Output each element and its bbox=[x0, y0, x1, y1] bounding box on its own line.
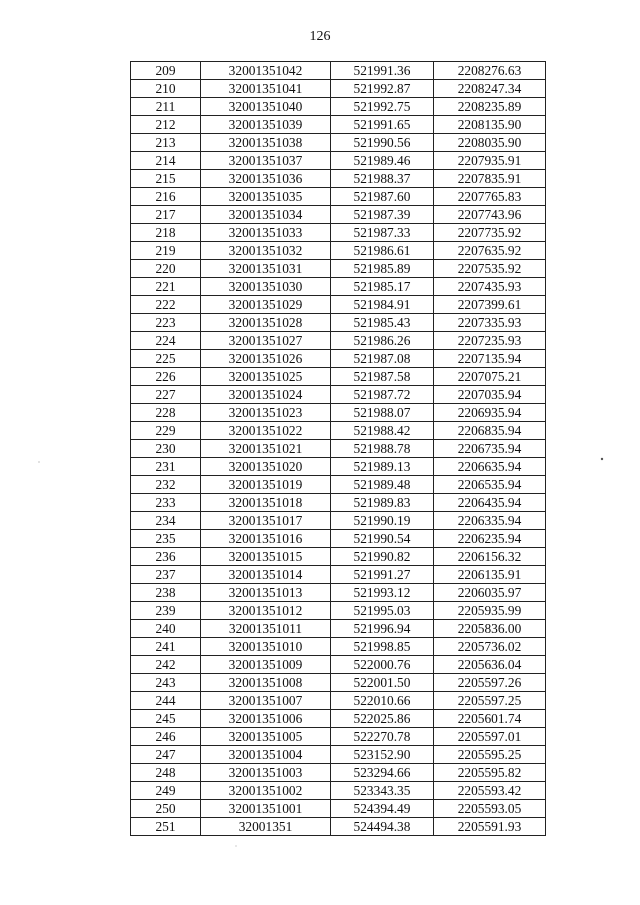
point-id-cell: 32001351033 bbox=[201, 224, 331, 242]
y-coordinate-cell: 2205935.99 bbox=[434, 602, 546, 620]
table-row bbox=[131, 656, 546, 674]
point-id-cell: 32001351022 bbox=[201, 422, 331, 440]
y-coordinate-cell: 2207635.92 bbox=[434, 242, 546, 260]
table-row bbox=[131, 440, 546, 458]
table-row bbox=[131, 278, 546, 296]
y-coordinate-cell: 2206035.97 bbox=[434, 584, 546, 602]
x-coordinate-cell: 521992.87 bbox=[331, 80, 434, 98]
x-coordinate-cell: 521988.37 bbox=[331, 170, 434, 188]
table-row bbox=[131, 818, 546, 836]
table-row bbox=[131, 602, 546, 620]
point-number-cell: 221 bbox=[131, 278, 201, 296]
y-coordinate-cell: 2205593.42 bbox=[434, 782, 546, 800]
y-coordinate-cell: 2206835.94 bbox=[434, 422, 546, 440]
table-row bbox=[131, 62, 546, 80]
point-number-cell: 220 bbox=[131, 260, 201, 278]
y-coordinate-cell: 2205597.26 bbox=[434, 674, 546, 692]
point-id-cell: 32001351006 bbox=[201, 710, 331, 728]
point-number-cell: 216 bbox=[131, 188, 201, 206]
y-coordinate-cell: 2206435.94 bbox=[434, 494, 546, 512]
y-coordinate-cell: 2206235.94 bbox=[434, 530, 546, 548]
x-coordinate-cell: 521989.83 bbox=[331, 494, 434, 512]
point-id-cell: 32001351025 bbox=[201, 368, 331, 386]
point-number-cell: 228 bbox=[131, 404, 201, 422]
x-coordinate-cell: 521989.46 bbox=[331, 152, 434, 170]
y-coordinate-cell: 2206135.91 bbox=[434, 566, 546, 584]
point-number-cell: 226 bbox=[131, 368, 201, 386]
table-row bbox=[131, 692, 546, 710]
point-id-cell: 32001351014 bbox=[201, 566, 331, 584]
x-coordinate-cell: 523294.66 bbox=[331, 764, 434, 782]
x-coordinate-cell: 521989.13 bbox=[331, 458, 434, 476]
point-number-cell: 242 bbox=[131, 656, 201, 674]
table-row bbox=[131, 332, 546, 350]
point-number-cell: 240 bbox=[131, 620, 201, 638]
point-id-cell: 32001351038 bbox=[201, 134, 331, 152]
point-number-cell: 209 bbox=[131, 62, 201, 80]
x-coordinate-cell: 522010.66 bbox=[331, 692, 434, 710]
point-id-cell: 32001351042 bbox=[201, 62, 331, 80]
point-id-cell: 32001351011 bbox=[201, 620, 331, 638]
table-row bbox=[131, 566, 546, 584]
point-id-cell: 32001351039 bbox=[201, 116, 331, 134]
point-number-cell: 222 bbox=[131, 296, 201, 314]
point-number-cell: 248 bbox=[131, 764, 201, 782]
table-row bbox=[131, 116, 546, 134]
x-coordinate-cell: 521987.58 bbox=[331, 368, 434, 386]
table-row bbox=[131, 584, 546, 602]
y-coordinate-cell: 2206635.94 bbox=[434, 458, 546, 476]
point-number-cell: 234 bbox=[131, 512, 201, 530]
x-coordinate-cell: 521990.54 bbox=[331, 530, 434, 548]
point-number-cell: 246 bbox=[131, 728, 201, 746]
point-number-cell: 231 bbox=[131, 458, 201, 476]
point-number-cell: 236 bbox=[131, 548, 201, 566]
point-number-cell: 247 bbox=[131, 746, 201, 764]
table-row bbox=[131, 728, 546, 746]
point-id-cell: 32001351019 bbox=[201, 476, 331, 494]
point-id-cell: 32001351036 bbox=[201, 170, 331, 188]
point-number-cell: 243 bbox=[131, 674, 201, 692]
point-number-cell: 235 bbox=[131, 530, 201, 548]
x-coordinate-cell: 522270.78 bbox=[331, 728, 434, 746]
point-number-cell: 217 bbox=[131, 206, 201, 224]
point-id-cell: 32001351020 bbox=[201, 458, 331, 476]
x-coordinate-cell: 521993.12 bbox=[331, 584, 434, 602]
point-id-cell: 32001351024 bbox=[201, 386, 331, 404]
point-number-cell: 229 bbox=[131, 422, 201, 440]
y-coordinate-cell: 2205591.93 bbox=[434, 818, 546, 836]
table-row bbox=[131, 404, 546, 422]
x-coordinate-cell: 521986.26 bbox=[331, 332, 434, 350]
point-id-cell: 32001351003 bbox=[201, 764, 331, 782]
point-number-cell: 238 bbox=[131, 584, 201, 602]
point-id-cell: 32001351005 bbox=[201, 728, 331, 746]
point-id-cell: 32001351001 bbox=[201, 800, 331, 818]
x-coordinate-cell: 524394.49 bbox=[331, 800, 434, 818]
point-id-cell: 32001351002 bbox=[201, 782, 331, 800]
y-coordinate-cell: 2205836.00 bbox=[434, 620, 546, 638]
point-number-cell: 244 bbox=[131, 692, 201, 710]
point-id-cell: 32001351026 bbox=[201, 350, 331, 368]
x-coordinate-cell: 521988.07 bbox=[331, 404, 434, 422]
x-coordinate-cell: 521991.27 bbox=[331, 566, 434, 584]
point-number-cell: 224 bbox=[131, 332, 201, 350]
y-coordinate-cell: 2206335.94 bbox=[434, 512, 546, 530]
point-number-cell: 213 bbox=[131, 134, 201, 152]
x-coordinate-cell: 521992.75 bbox=[331, 98, 434, 116]
x-coordinate-cell: 521990.82 bbox=[331, 548, 434, 566]
table-row bbox=[131, 134, 546, 152]
point-number-cell: 225 bbox=[131, 350, 201, 368]
table-row bbox=[131, 170, 546, 188]
point-number-cell: 233 bbox=[131, 494, 201, 512]
point-id-cell: 32001351007 bbox=[201, 692, 331, 710]
y-coordinate-cell: 2207835.91 bbox=[434, 170, 546, 188]
y-coordinate-cell: 2208135.90 bbox=[434, 116, 546, 134]
x-coordinate-cell: 521985.43 bbox=[331, 314, 434, 332]
table-row bbox=[131, 188, 546, 206]
x-coordinate-cell: 521987.60 bbox=[331, 188, 434, 206]
point-number-cell: 251 bbox=[131, 818, 201, 836]
y-coordinate-cell: 2206735.94 bbox=[434, 440, 546, 458]
table-row bbox=[131, 638, 546, 656]
point-id-cell: 32001351018 bbox=[201, 494, 331, 512]
table-row bbox=[131, 620, 546, 638]
x-coordinate-cell: 521996.94 bbox=[331, 620, 434, 638]
x-coordinate-cell: 521987.08 bbox=[331, 350, 434, 368]
y-coordinate-cell: 2206156.32 bbox=[434, 548, 546, 566]
x-coordinate-cell: 521986.61 bbox=[331, 242, 434, 260]
x-coordinate-cell: 521987.72 bbox=[331, 386, 434, 404]
x-coordinate-cell: 521987.39 bbox=[331, 206, 434, 224]
point-id-cell: 32001351013 bbox=[201, 584, 331, 602]
point-id-cell: 32001351041 bbox=[201, 80, 331, 98]
y-coordinate-cell: 2208276.63 bbox=[434, 62, 546, 80]
y-coordinate-cell: 2207765.83 bbox=[434, 188, 546, 206]
y-coordinate-cell: 2205593.05 bbox=[434, 800, 546, 818]
table-row bbox=[131, 548, 546, 566]
y-coordinate-cell: 2207735.92 bbox=[434, 224, 546, 242]
y-coordinate-cell: 2207235.93 bbox=[434, 332, 546, 350]
point-number-cell: 230 bbox=[131, 440, 201, 458]
point-number-cell: 237 bbox=[131, 566, 201, 584]
x-coordinate-cell: 521985.89 bbox=[331, 260, 434, 278]
point-number-cell: 215 bbox=[131, 170, 201, 188]
point-id-cell: 32001351008 bbox=[201, 674, 331, 692]
point-id-cell: 32001351027 bbox=[201, 332, 331, 350]
y-coordinate-cell: 2205595.25 bbox=[434, 746, 546, 764]
point-number-cell: 219 bbox=[131, 242, 201, 260]
point-id-cell: 32001351009 bbox=[201, 656, 331, 674]
coordinates-table-body bbox=[131, 62, 546, 836]
table-row bbox=[131, 368, 546, 386]
y-coordinate-cell: 2207743.96 bbox=[434, 206, 546, 224]
y-coordinate-cell: 2206935.94 bbox=[434, 404, 546, 422]
point-id-cell: 32001351028 bbox=[201, 314, 331, 332]
x-coordinate-cell: 524494.38 bbox=[331, 818, 434, 836]
table-row bbox=[131, 674, 546, 692]
point-id-cell: 32001351040 bbox=[201, 98, 331, 116]
y-coordinate-cell: 2208235.89 bbox=[434, 98, 546, 116]
y-coordinate-cell: 2207075.21 bbox=[434, 368, 546, 386]
y-coordinate-cell: 2205601.74 bbox=[434, 710, 546, 728]
x-coordinate-cell: 522000.76 bbox=[331, 656, 434, 674]
x-coordinate-cell: 521989.48 bbox=[331, 476, 434, 494]
point-id-cell: 32001351034 bbox=[201, 206, 331, 224]
table-row bbox=[131, 422, 546, 440]
y-coordinate-cell: 2205597.01 bbox=[434, 728, 546, 746]
y-coordinate-cell: 2205597.25 bbox=[434, 692, 546, 710]
page-number: 126 bbox=[309, 29, 331, 44]
table-row bbox=[131, 80, 546, 98]
x-coordinate-cell: 522001.50 bbox=[331, 674, 434, 692]
point-id-cell: 32001351031 bbox=[201, 260, 331, 278]
y-coordinate-cell: 2206535.94 bbox=[434, 476, 546, 494]
point-number-cell: 232 bbox=[131, 476, 201, 494]
x-coordinate-cell: 521990.19 bbox=[331, 512, 434, 530]
point-number-cell: 211 bbox=[131, 98, 201, 116]
table-row bbox=[131, 206, 546, 224]
point-id-cell: 32001351023 bbox=[201, 404, 331, 422]
point-id-cell: 32001351021 bbox=[201, 440, 331, 458]
point-number-cell: 241 bbox=[131, 638, 201, 656]
table-row bbox=[131, 350, 546, 368]
x-coordinate-cell: 521988.42 bbox=[331, 422, 434, 440]
point-number-cell: 245 bbox=[131, 710, 201, 728]
x-coordinate-cell: 523152.90 bbox=[331, 746, 434, 764]
table-row bbox=[131, 782, 546, 800]
table-row bbox=[131, 710, 546, 728]
y-coordinate-cell: 2205736.02 bbox=[434, 638, 546, 656]
point-number-cell: 227 bbox=[131, 386, 201, 404]
y-coordinate-cell: 2208035.90 bbox=[434, 134, 546, 152]
table-row bbox=[131, 494, 546, 512]
table-row bbox=[131, 386, 546, 404]
point-id-cell: 32001351017 bbox=[201, 512, 331, 530]
point-id-cell: 32001351016 bbox=[201, 530, 331, 548]
point-id-cell: 32001351037 bbox=[201, 152, 331, 170]
point-id-cell: 32001351010 bbox=[201, 638, 331, 656]
y-coordinate-cell: 2207335.93 bbox=[434, 314, 546, 332]
table-row bbox=[131, 530, 546, 548]
point-id-cell: 32001351004 bbox=[201, 746, 331, 764]
table-row bbox=[131, 476, 546, 494]
table-row bbox=[131, 242, 546, 260]
point-id-cell: 32001351035 bbox=[201, 188, 331, 206]
point-number-cell: 212 bbox=[131, 116, 201, 134]
table-row bbox=[131, 512, 546, 530]
table-row bbox=[131, 296, 546, 314]
y-coordinate-cell: 2207435.93 bbox=[434, 278, 546, 296]
x-coordinate-cell: 521991.36 bbox=[331, 62, 434, 80]
table-row bbox=[131, 260, 546, 278]
table-row bbox=[131, 746, 546, 764]
x-coordinate-cell: 521990.56 bbox=[331, 134, 434, 152]
x-coordinate-cell: 521998.85 bbox=[331, 638, 434, 656]
table-row bbox=[131, 314, 546, 332]
y-coordinate-cell: 2207135.94 bbox=[434, 350, 546, 368]
point-id-cell: 32001351029 bbox=[201, 296, 331, 314]
x-coordinate-cell: 523343.35 bbox=[331, 782, 434, 800]
point-number-cell: 223 bbox=[131, 314, 201, 332]
point-number-cell: 239 bbox=[131, 602, 201, 620]
table-row bbox=[131, 224, 546, 242]
y-coordinate-cell: 2207535.92 bbox=[434, 260, 546, 278]
point-number-cell: 214 bbox=[131, 152, 201, 170]
x-coordinate-cell: 521985.17 bbox=[331, 278, 434, 296]
x-coordinate-cell: 521984.91 bbox=[331, 296, 434, 314]
point-number-cell: 218 bbox=[131, 224, 201, 242]
y-coordinate-cell: 2208247.34 bbox=[434, 80, 546, 98]
y-coordinate-cell: 2207035.94 bbox=[434, 386, 546, 404]
y-coordinate-cell: 2207935.91 bbox=[434, 152, 546, 170]
y-coordinate-cell: 2205595.82 bbox=[434, 764, 546, 782]
table-row bbox=[131, 458, 546, 476]
point-number-cell: 250 bbox=[131, 800, 201, 818]
y-coordinate-cell: 2205636.04 bbox=[434, 656, 546, 674]
x-coordinate-cell: 521995.03 bbox=[331, 602, 434, 620]
coordinates-table bbox=[130, 61, 546, 836]
point-id-cell: 32001351032 bbox=[201, 242, 331, 260]
table-row bbox=[131, 152, 546, 170]
point-id-cell: 32001351030 bbox=[201, 278, 331, 296]
table-row bbox=[131, 98, 546, 116]
x-coordinate-cell: 521987.33 bbox=[331, 224, 434, 242]
x-coordinate-cell: 522025.86 bbox=[331, 710, 434, 728]
x-coordinate-cell: 521991.65 bbox=[331, 116, 434, 134]
point-id-cell: 32001351 bbox=[201, 818, 331, 836]
table-row bbox=[131, 764, 546, 782]
point-number-cell: 210 bbox=[131, 80, 201, 98]
table-row bbox=[131, 800, 546, 818]
x-coordinate-cell: 521988.78 bbox=[331, 440, 434, 458]
point-id-cell: 32001351012 bbox=[201, 602, 331, 620]
y-coordinate-cell: 2207399.61 bbox=[434, 296, 546, 314]
point-id-cell: 32001351015 bbox=[201, 548, 331, 566]
point-number-cell: 249 bbox=[131, 782, 201, 800]
